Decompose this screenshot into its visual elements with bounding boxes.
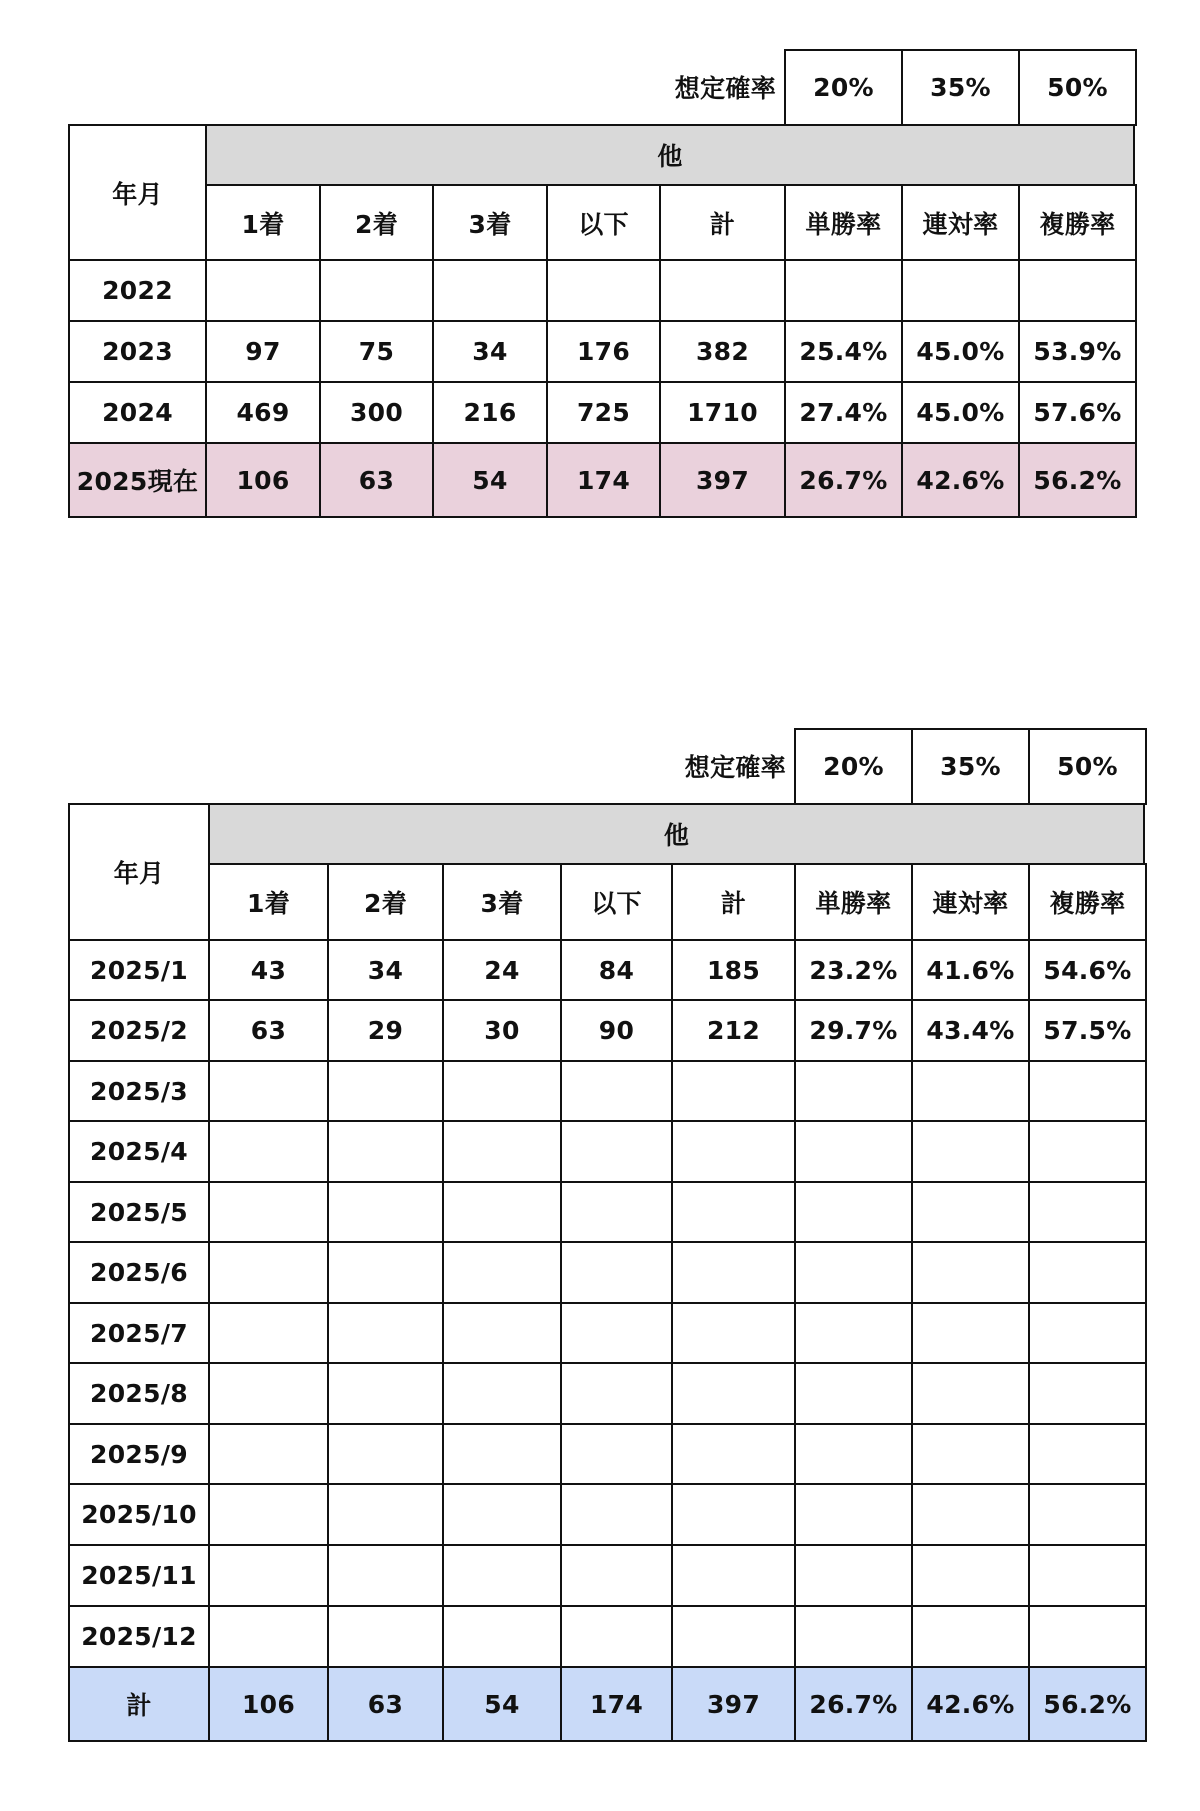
table-cell xyxy=(208,1362,329,1425)
row-label: 2025/6 xyxy=(68,1241,210,1304)
table-cell: 57.5% xyxy=(1028,999,1147,1062)
table-cell: 53.9% xyxy=(1018,320,1137,383)
table-cell xyxy=(1028,1362,1147,1425)
assumed-rate-cell: 20% xyxy=(794,728,913,805)
row-label: 2025/2 xyxy=(68,999,210,1062)
table-cell xyxy=(911,1181,1030,1243)
row-label: 2025/1 xyxy=(68,939,210,1001)
table-cell xyxy=(560,1241,673,1304)
row-label: 2025/4 xyxy=(68,1120,210,1183)
table-cell: 43 xyxy=(208,939,329,1001)
column-header: 2着 xyxy=(327,863,444,941)
column-header: 複勝率 xyxy=(1028,863,1147,941)
table-cell: 216 xyxy=(432,381,548,444)
column-header: 3着 xyxy=(442,863,562,941)
row-label: 2024 xyxy=(68,381,207,444)
table-cell xyxy=(671,1362,796,1425)
table-cell xyxy=(911,1483,1030,1546)
table-cell xyxy=(205,259,321,322)
table-cell xyxy=(546,259,661,322)
table-cell xyxy=(560,1060,673,1122)
table-cell xyxy=(327,1120,444,1183)
table-cell xyxy=(1028,1423,1147,1485)
table-cell xyxy=(671,1483,796,1546)
table-cell xyxy=(319,259,434,322)
table-cell xyxy=(442,1544,562,1607)
table-cell xyxy=(794,1302,913,1364)
table-cell xyxy=(208,1544,329,1607)
table-cell xyxy=(911,1605,1030,1668)
table-cell xyxy=(560,1181,673,1243)
table-cell xyxy=(208,1181,329,1243)
row-label: 2025/3 xyxy=(68,1060,210,1122)
row-label: 2023 xyxy=(68,320,207,383)
table-cell: 54.6% xyxy=(1028,939,1147,1001)
table-cell: 26.7% xyxy=(784,442,903,518)
table-cell xyxy=(560,1423,673,1485)
table-cell: 75 xyxy=(319,320,434,383)
assumed-rate-cell: 20% xyxy=(784,49,903,126)
row-label: 2022 xyxy=(68,259,207,322)
row-label: 2025/8 xyxy=(68,1362,210,1425)
table-cell: 24 xyxy=(442,939,562,1001)
table-cell xyxy=(327,1423,444,1485)
table-cell xyxy=(911,1423,1030,1485)
table-cell xyxy=(442,1423,562,1485)
table-cell xyxy=(911,1302,1030,1364)
group-header: 他 xyxy=(208,803,1145,865)
table-cell: 23.2% xyxy=(794,939,913,1001)
table-cell: 1710 xyxy=(659,381,786,444)
table-cell xyxy=(442,1181,562,1243)
table-cell xyxy=(671,1120,796,1183)
column-header: 複勝率 xyxy=(1018,184,1137,261)
assumed-rate-cell: 50% xyxy=(1028,728,1147,805)
table-cell xyxy=(901,259,1020,322)
table-cell xyxy=(327,1181,444,1243)
table-cell xyxy=(208,1120,329,1183)
table-cell xyxy=(1028,1605,1147,1668)
table-cell: 29 xyxy=(327,999,444,1062)
table-cell: 397 xyxy=(659,442,786,518)
table-cell: 397 xyxy=(671,1666,796,1742)
table-cell xyxy=(327,1060,444,1122)
table-cell xyxy=(671,1605,796,1668)
table-cell xyxy=(671,1544,796,1607)
row-label: 2025/12 xyxy=(68,1605,210,1668)
column-header: 以下 xyxy=(546,184,661,261)
row-label: 2025/9 xyxy=(68,1423,210,1485)
table-cell xyxy=(560,1120,673,1183)
table-cell: 63 xyxy=(327,1666,444,1742)
table-cell: 469 xyxy=(205,381,321,444)
table-cell: 725 xyxy=(546,381,661,444)
row-label: 2025/10 xyxy=(68,1483,210,1546)
table-cell xyxy=(659,259,786,322)
assumed-rate-label: 想定確率 xyxy=(684,752,786,782)
table-cell xyxy=(327,1483,444,1546)
table-cell xyxy=(794,1605,913,1668)
table-cell xyxy=(560,1605,673,1668)
table-cell: 382 xyxy=(659,320,786,383)
column-header: 連対率 xyxy=(901,184,1020,261)
table-cell xyxy=(1028,1302,1147,1364)
table-cell: 34 xyxy=(432,320,548,383)
table-cell: 106 xyxy=(208,1666,329,1742)
table-cell xyxy=(442,1120,562,1183)
table-cell: 63 xyxy=(319,442,434,518)
table-cell xyxy=(1028,1120,1147,1183)
table-cell: 212 xyxy=(671,999,796,1062)
table-cell: 54 xyxy=(432,442,548,518)
table-cell: 106 xyxy=(205,442,321,518)
table-cell xyxy=(671,1423,796,1485)
table-cell xyxy=(208,1483,329,1546)
table-cell xyxy=(327,1241,444,1304)
table-cell xyxy=(794,1483,913,1546)
table-cell xyxy=(1028,1483,1147,1546)
row-label: 2025現在 xyxy=(68,442,207,518)
row-label: 2025/7 xyxy=(68,1302,210,1364)
table-cell xyxy=(208,1302,329,1364)
table-cell xyxy=(911,1241,1030,1304)
table-cell xyxy=(671,1302,796,1364)
table-cell: 84 xyxy=(560,939,673,1001)
column-header: 単勝率 xyxy=(794,863,913,941)
table-cell xyxy=(1028,1241,1147,1304)
table-cell: 56.2% xyxy=(1028,1666,1147,1742)
table-cell: 34 xyxy=(327,939,444,1001)
table-cell xyxy=(784,259,903,322)
table-cell xyxy=(560,1544,673,1607)
table-cell xyxy=(560,1483,673,1546)
table-cell: 174 xyxy=(546,442,661,518)
table-cell: 30 xyxy=(442,999,562,1062)
table-cell: 42.6% xyxy=(911,1666,1030,1742)
table-cell: 90 xyxy=(560,999,673,1062)
column-header: 以下 xyxy=(560,863,673,941)
row-label: 2025/5 xyxy=(68,1181,210,1243)
table-cell xyxy=(911,1362,1030,1425)
table-cell xyxy=(911,1544,1030,1607)
table-cell: 174 xyxy=(560,1666,673,1742)
table-cell: 57.6% xyxy=(1018,381,1137,444)
table-cell xyxy=(560,1362,673,1425)
table-cell xyxy=(442,1605,562,1668)
column-header: 計 xyxy=(659,184,786,261)
table-cell: 56.2% xyxy=(1018,442,1137,518)
column-header: 2着 xyxy=(319,184,434,261)
row-label: 2025/11 xyxy=(68,1544,210,1607)
table-cell xyxy=(442,1302,562,1364)
table-cell xyxy=(794,1423,913,1485)
table-cell xyxy=(794,1181,913,1243)
table-cell: 42.6% xyxy=(901,442,1020,518)
column-header: 1着 xyxy=(208,863,329,941)
assumed-rate-cell: 50% xyxy=(1018,49,1137,126)
table-cell: 63 xyxy=(208,999,329,1062)
column-header: 計 xyxy=(671,863,796,941)
table-cell: 29.7% xyxy=(794,999,913,1062)
row-header-label: 年月 xyxy=(68,124,207,261)
table-cell: 27.4% xyxy=(784,381,903,444)
table-cell xyxy=(442,1483,562,1546)
table-cell xyxy=(671,1060,796,1122)
column-header: 1着 xyxy=(205,184,321,261)
table-cell xyxy=(560,1302,673,1364)
table-cell: 43.4% xyxy=(911,999,1030,1062)
table-cell xyxy=(208,1423,329,1485)
table-cell xyxy=(442,1362,562,1425)
table-cell xyxy=(327,1302,444,1364)
table-cell: 97 xyxy=(205,320,321,383)
column-header: 3着 xyxy=(432,184,548,261)
table-cell: 41.6% xyxy=(911,939,1030,1001)
table-cell xyxy=(671,1181,796,1243)
table-cell xyxy=(794,1241,913,1304)
table-cell xyxy=(432,259,548,322)
table-cell xyxy=(1028,1181,1147,1243)
table-cell: 45.0% xyxy=(901,320,1020,383)
row-label: 計 xyxy=(68,1666,210,1742)
table-cell xyxy=(794,1120,913,1183)
row-header-label: 年月 xyxy=(68,803,210,941)
table-cell xyxy=(671,1241,796,1304)
table-cell xyxy=(208,1241,329,1304)
table-cell: 45.0% xyxy=(901,381,1020,444)
table-cell xyxy=(911,1120,1030,1183)
table-cell xyxy=(1018,259,1137,322)
column-header: 連対率 xyxy=(911,863,1030,941)
table-cell xyxy=(327,1605,444,1668)
table-cell: 300 xyxy=(319,381,434,444)
table-cell xyxy=(794,1060,913,1122)
column-header: 単勝率 xyxy=(784,184,903,261)
assumed-rate-cell: 35% xyxy=(901,49,1020,126)
table-cell xyxy=(442,1241,562,1304)
table-cell: 185 xyxy=(671,939,796,1001)
table-cell xyxy=(208,1605,329,1668)
table-cell: 25.4% xyxy=(784,320,903,383)
table-cell xyxy=(327,1362,444,1425)
table-cell xyxy=(794,1362,913,1425)
table-cell xyxy=(911,1060,1030,1122)
assumed-rate-label: 想定確率 xyxy=(674,73,776,103)
table-cell xyxy=(794,1544,913,1607)
table-cell xyxy=(442,1060,562,1122)
assumed-rate-cell: 35% xyxy=(911,728,1030,805)
table-cell xyxy=(1028,1060,1147,1122)
table-cell xyxy=(208,1060,329,1122)
table-cell xyxy=(327,1544,444,1607)
table-cell: 26.7% xyxy=(794,1666,913,1742)
table-cell xyxy=(1028,1544,1147,1607)
table-cell: 54 xyxy=(442,1666,562,1742)
group-header: 他 xyxy=(205,124,1135,186)
table-cell: 176 xyxy=(546,320,661,383)
